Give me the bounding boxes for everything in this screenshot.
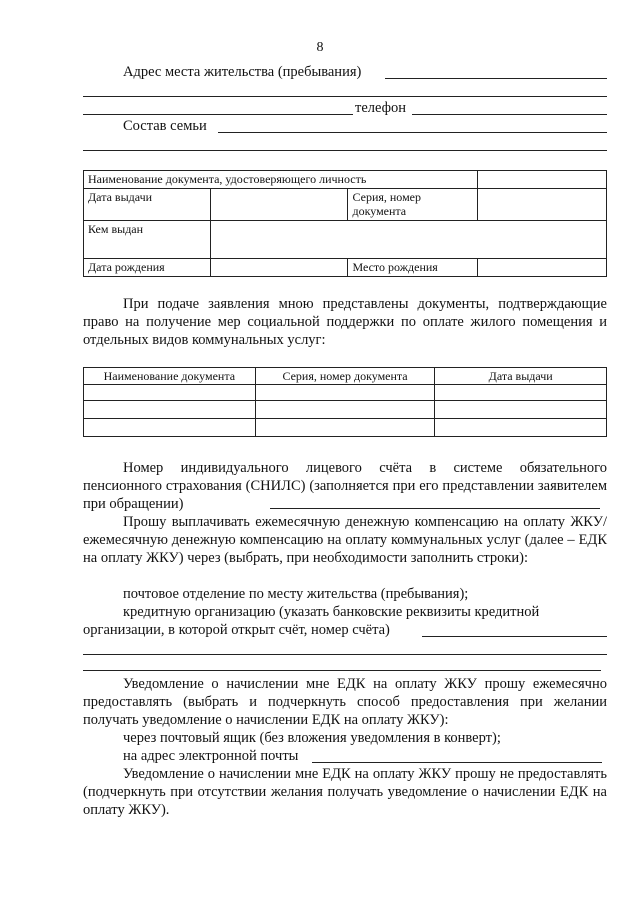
id-doc-name-label: Наименование документа, удостоверяющего личность bbox=[84, 171, 478, 189]
docs-header-name: Наименование документа bbox=[84, 368, 256, 385]
docs-row-2-date[interactable] bbox=[435, 401, 607, 419]
option-bank-line2: организации, в которой открыт счёт, номер счёта) bbox=[83, 622, 390, 638]
id-birth-date-value[interactable] bbox=[210, 259, 348, 277]
notice-refuse-paragraph: Уведомление о начислении мне ЕДК на оплату ЖКУ прошу не предоставлять (подчеркнуть при отсутствии желания получать уведомление о начислении ЕДК на оплату ЖКУ). bbox=[83, 766, 607, 818]
documents-intro-paragraph: При подаче заявления мною представлены документы, подтверждающие право на получение мер социальной поддержки по оплате жилого помещения и отдельных видов коммунальных услуг: bbox=[83, 296, 607, 348]
docs-row-3-series[interactable] bbox=[255, 419, 435, 437]
bank-details-field[interactable] bbox=[422, 636, 607, 637]
id-doc-name-value[interactable] bbox=[478, 171, 607, 189]
id-issue-date-value[interactable] bbox=[210, 189, 348, 221]
notice-paragraph: Уведомление о начислении мне ЕДК на оплату ЖКУ прошу ежемесячно предоставлять (выбрать и подчеркнуть способ предоставления при желании получать уведомление о начислении ЕДК на оплату ЖКУ): bbox=[83, 676, 607, 728]
payment-method-paragraph: Прошу выплачивать ежемесячную денежную компенсацию на оплату ЖКУ/ежемесячную денежную компенсацию на оплату коммунальных услуг (далее – ЕДК на оплату ЖКУ) через (выбрать, при необходимости заполнить строки): bbox=[83, 514, 607, 566]
docs-row-2-name[interactable] bbox=[84, 401, 256, 419]
docs-header-series: Серия, номер документа bbox=[255, 368, 435, 385]
option-post-office[interactable]: почтовое отделение по месту жительства (пребывания); bbox=[123, 586, 469, 602]
bank-details-field-line3[interactable] bbox=[83, 670, 601, 671]
bank-details-field-line2[interactable] bbox=[83, 654, 607, 655]
family-field[interactable] bbox=[218, 132, 607, 133]
email-field[interactable] bbox=[312, 762, 602, 763]
address-field-line2[interactable] bbox=[83, 96, 607, 97]
id-issued-by-value[interactable] bbox=[210, 221, 606, 259]
address-label: Адрес места жительства (пребывания) bbox=[123, 64, 362, 80]
option-bank-line1[interactable]: кредитную организацию (указать банковские реквизиты кредитной bbox=[123, 604, 540, 620]
id-series-number-label: Серия, номер документа bbox=[348, 189, 478, 221]
docs-row-3-name[interactable] bbox=[84, 419, 256, 437]
submitted-documents-table bbox=[83, 367, 607, 437]
docs-row-1-date[interactable] bbox=[435, 385, 607, 401]
docs-row-3-date[interactable] bbox=[435, 419, 607, 437]
family-field-line2[interactable] bbox=[83, 150, 607, 151]
docs-header-date: Дата выдачи bbox=[435, 368, 607, 385]
id-birth-place-label: Место рождения bbox=[348, 259, 478, 277]
id-document-table bbox=[83, 170, 607, 277]
page-number: 8 bbox=[316, 40, 324, 55]
phone-label: телефон bbox=[355, 100, 407, 116]
id-series-number-value[interactable] bbox=[478, 189, 607, 221]
id-issue-date-label: Дата выдачи bbox=[84, 189, 211, 221]
docs-row-2-series[interactable] bbox=[255, 401, 435, 419]
id-birth-place-value[interactable] bbox=[478, 259, 607, 277]
snils-paragraph: Номер индивидуального лицевого счёта в системе обязательного пенсионного страхования (СНИЛС) (заполняется при его представлении заявителем при обращении) bbox=[83, 460, 607, 512]
docs-row-1-series[interactable] bbox=[255, 385, 435, 401]
phone-field[interactable] bbox=[412, 114, 607, 115]
notice-option-mailbox[interactable]: через почтовый ящик (без вложения уведомления в конверт); bbox=[123, 730, 501, 746]
family-label: Состав семьи bbox=[123, 118, 207, 134]
id-birth-date-label: Дата рождения bbox=[84, 259, 211, 277]
notice-option-email[interactable]: на адрес электронной почты bbox=[123, 748, 299, 764]
id-issued-by-label: Кем выдан bbox=[84, 221, 211, 259]
address-field[interactable] bbox=[385, 78, 607, 79]
snils-field[interactable] bbox=[270, 508, 600, 509]
docs-row-1-name[interactable] bbox=[84, 385, 256, 401]
address-field-line3[interactable] bbox=[83, 114, 353, 115]
